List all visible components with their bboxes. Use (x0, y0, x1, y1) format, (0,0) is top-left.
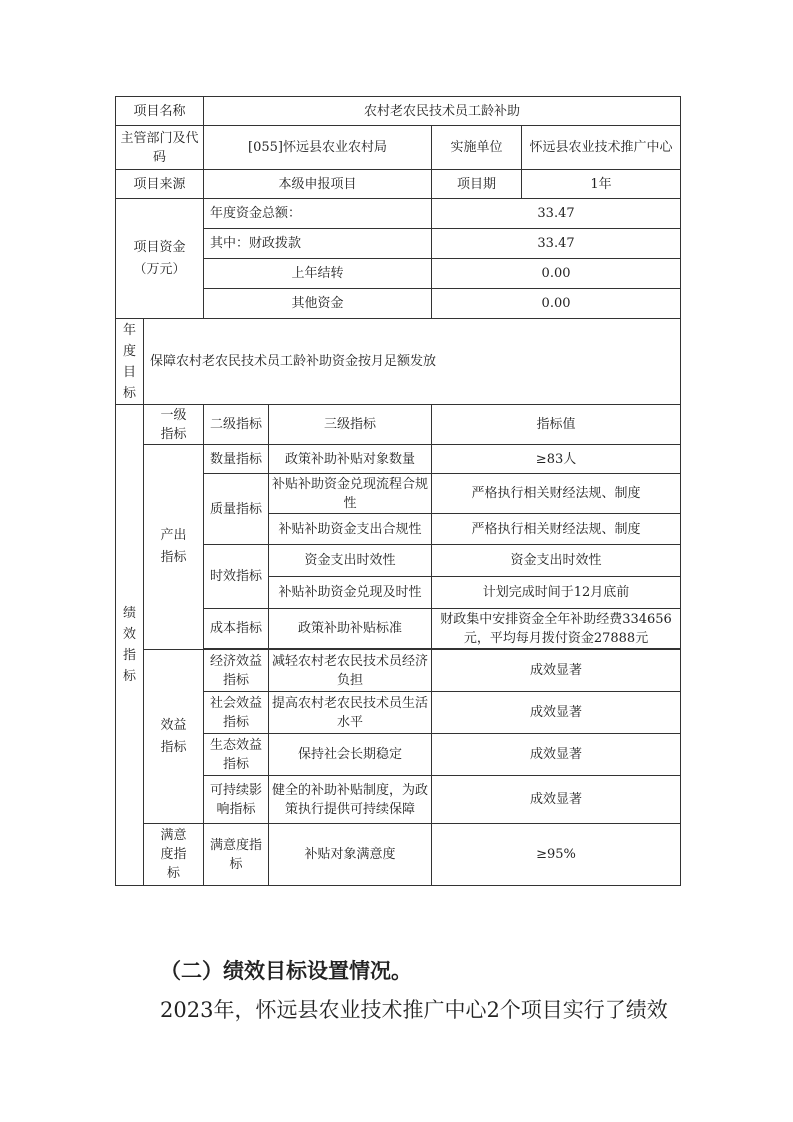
header-level3: 三级指标 (269, 405, 432, 445)
cost-name: 政策补助补贴标准 (269, 609, 432, 649)
project-name-value: 农村老农民技术员工龄补助 (204, 97, 681, 126)
satisfaction-value: ≥95% (432, 824, 681, 886)
sustainable-name: 健全的补助补贴制度，为政策执行提供可持续保障 (269, 776, 432, 824)
performance-label: 绩效指标 (116, 405, 144, 886)
funds-fiscal-label: 其中：财政拨款 (204, 229, 432, 259)
quality-name-2: 补贴补助资金支出合规性 (269, 514, 432, 545)
ecological-name: 保持社会长期稳定 (269, 734, 432, 776)
quantity-name: 政策补助补贴对象数量 (269, 445, 432, 474)
quality-name-1: 补贴补助资金兑现流程合规性 (269, 474, 432, 514)
timeliness-value-1: 资金支出时效性 (432, 545, 681, 577)
header-value: 指标值 (432, 405, 681, 445)
quality-value-2: 严格执行相关财经法规、制度 (432, 514, 681, 545)
unit-label: 实施单位 (432, 126, 522, 170)
timeliness-value-2: 计划完成时间于12月底前 (432, 577, 681, 609)
cost-value: 财政集中安排资金全年补助经费334656元，平均每月拨付资金27888元 (432, 609, 681, 649)
period-label: 项目期 (432, 170, 522, 199)
funds-carryover-value: 0.00 (432, 259, 681, 289)
ecological-label: 生态效益指标 (204, 734, 269, 776)
social-name: 提高农村老农民技术员生活水平 (269, 692, 432, 734)
source-label: 项目来源 (116, 170, 204, 199)
satisfaction-sub-label: 满意度指标 (204, 824, 269, 886)
funds-other-label: 其他资金 (204, 289, 432, 319)
economic-value: 成效显著 (432, 650, 681, 692)
funds-total-label: 年度资金总额： (204, 199, 432, 229)
section-heading: （二）绩效目标设置情况。 (160, 959, 412, 983)
economic-label: 经济效益指标 (204, 650, 269, 692)
annual-goal-label: 年度目标 (116, 319, 144, 405)
ecological-value: 成效显著 (432, 734, 681, 776)
section-paragraph: 2023年，怀远县农业技术推广中心2个项目实行了绩效 (160, 998, 668, 1022)
social-value: 成效显著 (432, 692, 681, 734)
unit-value: 怀远县农业技术推广中心 (522, 126, 681, 170)
header-level2: 二级指标 (204, 405, 269, 445)
quantity-label: 数量指标 (204, 445, 269, 474)
funds-total-value: 33.47 (432, 199, 681, 229)
quality-value-1: 严格执行相关财经法规、制度 (432, 474, 681, 514)
sustainable-value: 成效显著 (432, 776, 681, 824)
timeliness-name-2: 补贴补助资金兑现及时性 (269, 577, 432, 609)
quality-label: 质量指标 (204, 474, 269, 545)
quantity-value: ≥83人 (432, 445, 681, 474)
funds-fiscal-value: 33.47 (432, 229, 681, 259)
project-performance-table (115, 96, 681, 886)
source-value: 本级申报项目 (204, 170, 432, 199)
dept-value: [055]怀远县农业农村局 (204, 126, 432, 170)
annual-goal-text: 保障农村老农民技术员工龄补助资金按月足额发放 (144, 319, 681, 405)
funds-label: 项目资金（万元） (116, 199, 204, 319)
satisfaction-label: 满意度指标 (144, 824, 204, 886)
dept-label: 主管部门及代码 (116, 126, 204, 170)
output-label: 产出指标 (144, 445, 204, 650)
cost-label: 成本指标 (204, 609, 269, 649)
timeliness-name-1: 资金支出时效性 (269, 545, 432, 577)
sustainable-label: 可持续影响指标 (204, 776, 269, 824)
social-label: 社会效益指标 (204, 692, 269, 734)
economic-name: 减轻农村老农民技术员经济负担 (269, 650, 432, 692)
benefit-label: 效益指标 (144, 650, 204, 824)
funds-other-value: 0.00 (432, 289, 681, 319)
funds-carryover-label: 上年结转 (204, 259, 432, 289)
header-level1: 一级指标 (144, 405, 204, 445)
period-value: 1年 (522, 170, 681, 199)
timeliness-label: 时效指标 (204, 545, 269, 609)
project-name-label: 项目名称 (116, 97, 204, 126)
satisfaction-name: 补贴对象满意度 (269, 824, 432, 886)
